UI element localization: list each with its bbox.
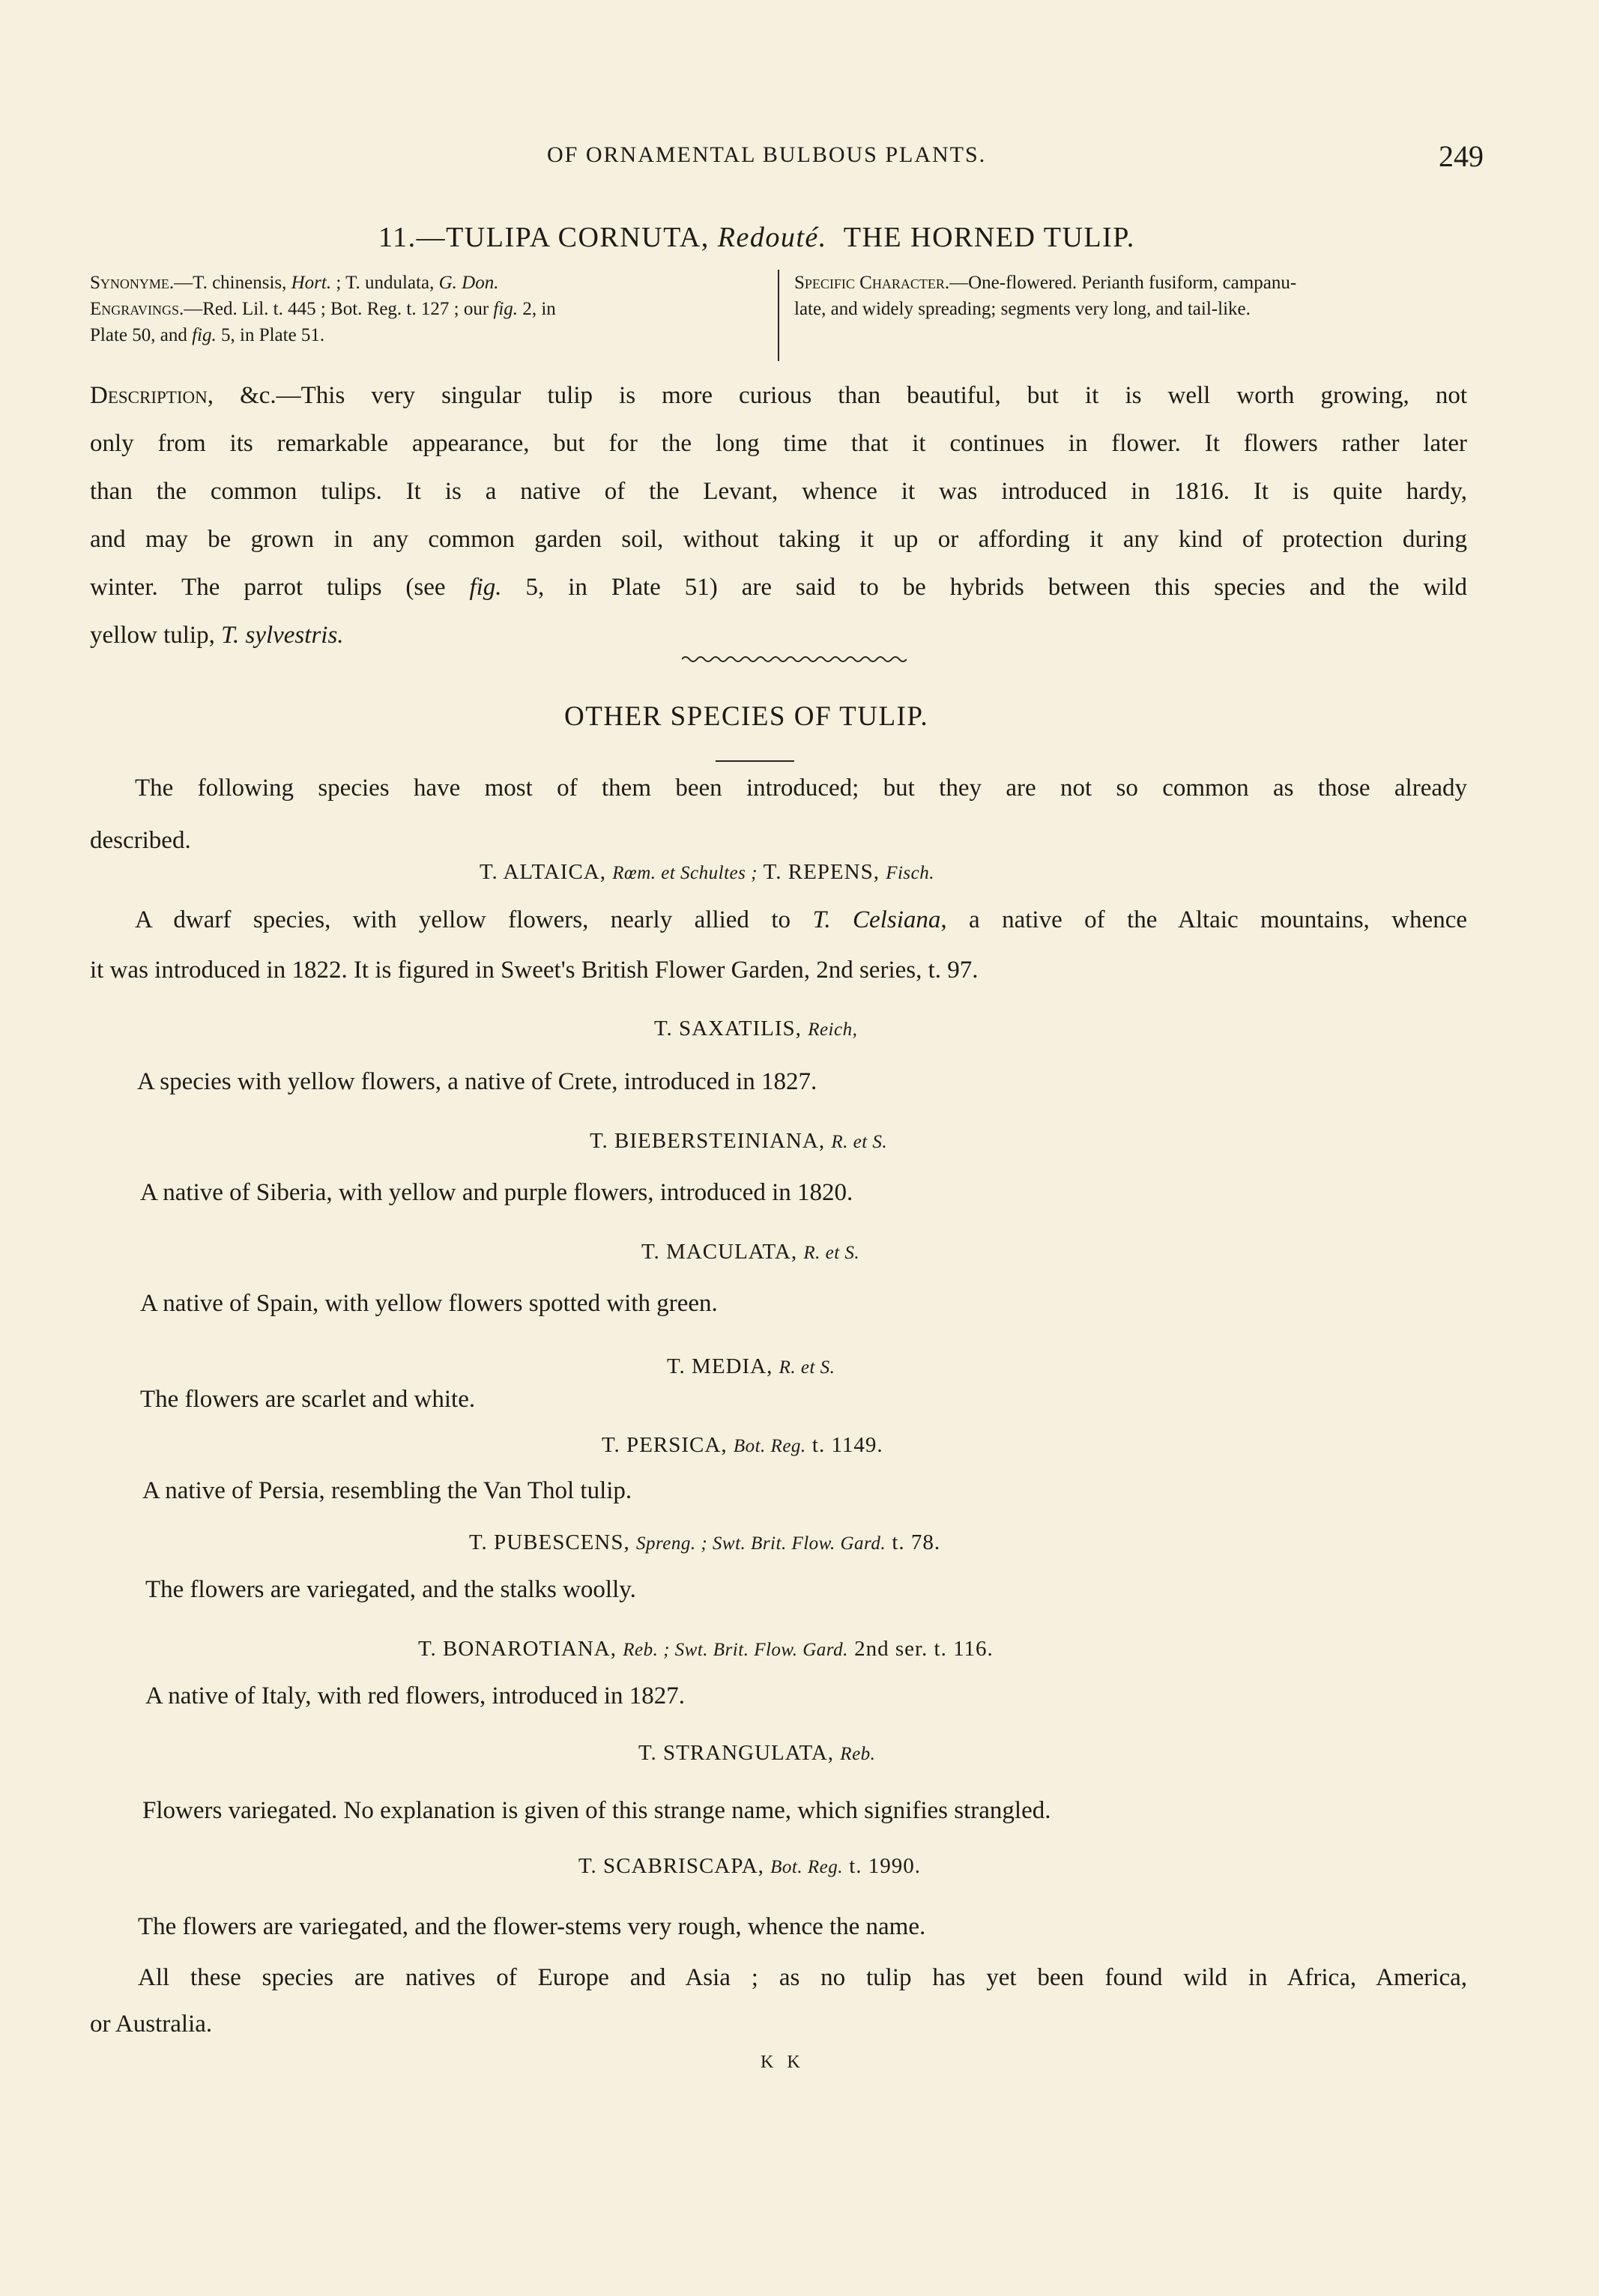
species-heading-media: [667, 1354, 835, 1379]
running-head: OF ORNAMENTAL BULBOUS PLANTS.: [547, 142, 987, 167]
species-heading-altaica: [480, 860, 934, 885]
species-desc-strangulata: Flowers variegated. No explanation is given of this strange name, which signifies strangled.: [142, 1797, 1051, 1824]
synonyme-italic-1: Hort.: [291, 273, 332, 293]
engravings-label: Engravings.: [90, 299, 184, 319]
synonyme-line: [90, 270, 764, 296]
species-heading-maculata: [641, 1240, 859, 1264]
species-authority: Reb. ; Swt. Brit. Flow. Gard.: [623, 1640, 848, 1660]
species-desc-maculata: A native of Spain, with yellow flowers spotted with green.: [140, 1290, 718, 1317]
article-title: [378, 221, 1135, 254]
species-heading-biebersteiniana: [590, 1129, 887, 1154]
species-desc-scabriscapa: The flowers are variegated, and the flower-stems very rough, whence the name.: [138, 1913, 926, 1940]
description-line-5-a: winter. The parrot tulips (see: [90, 574, 470, 601]
description-line-4: and may be grown in any common garden soil, without taking it up or affording it any kind of protection during: [90, 526, 1467, 553]
engravings-fig-1: fig.: [493, 299, 519, 319]
closing-line-1-wrap: [138, 1954, 1467, 2002]
species-heading-pubescens: [469, 1530, 940, 1555]
species-authority: Rœm. et Schultes ;: [612, 863, 758, 883]
species-desc-italic: T. Celsiana: [812, 906, 941, 933]
section-heading: OTHER SPECIES OF TULIP.: [564, 701, 929, 732]
species-authority: Reb.: [840, 1744, 876, 1764]
species-reference: t. 1990.: [843, 1854, 922, 1878]
description-line-5-b: 5, in Plate 51) are said to be hybrids between this species and the wild: [501, 574, 1467, 601]
description-line-1: [90, 372, 1467, 419]
species-reference: t. 1149.: [805, 1433, 883, 1457]
description-line-6-italic: T. sylvestris.: [221, 622, 344, 649]
specific-text-1: —One-flowered. Perianth fusiform, campanu-: [949, 273, 1297, 293]
article-latin-name: TULIPA CORNUTA,: [446, 222, 710, 253]
species-name: T. SAXATILIS,: [654, 1017, 802, 1041]
species-authority: Bot. Reg.: [733, 1436, 806, 1456]
intro-line-1: The following species have most of them been introduced; but they are not so common as those already: [135, 775, 1467, 802]
synonyme-text-2: ; T. undulata,: [331, 273, 439, 293]
article-authority: Redouté.: [717, 222, 827, 253]
species-heading-saxatilis: [654, 1017, 857, 1041]
page-number: 249: [1439, 139, 1484, 173]
signature-mark: K K: [761, 2053, 805, 2072]
species-name: T. SCABRISCAPA,: [578, 1854, 764, 1878]
species-desc-pubescens: The flowers are variegated, and the stalks woolly.: [145, 1576, 636, 1603]
synonyme-engravings-block: [90, 270, 764, 348]
species-name: T. MEDIA,: [667, 1354, 773, 1378]
description-line-5: [90, 563, 1467, 611]
species-desc-media: The flowers are scarlet and white.: [140, 1386, 476, 1413]
species-name: T. MACULATA,: [641, 1240, 798, 1264]
species-name: T. BONAROTIANA,: [418, 1637, 617, 1661]
synonyme-label: Synonyme.: [90, 273, 175, 293]
species-heading-strangulata: [638, 1741, 875, 1766]
description-label: Description: [90, 382, 208, 409]
species-name: T. PUBESCENS,: [469, 1530, 630, 1554]
species-desc-b: , a native of the Altaic mountains, whence: [940, 906, 1467, 933]
intro-line-1-wrap: [135, 764, 1467, 812]
description-line-5-fig: fig.: [469, 574, 502, 601]
species-authority: R. et S.: [779, 1357, 835, 1378]
closing-line-1: All these species are natives of Europe and Asia ; as no tulip has yet been found wild in Africa, America,: [138, 1964, 1467, 1991]
engravings-text-1: —Red. Lil. t. 445 ; Bot. Reg. t. 127 ; our: [184, 299, 494, 319]
column-divider: [778, 270, 779, 361]
species-name: T. ALTAICA,: [480, 860, 606, 884]
engravings-text-2: 2, in: [518, 299, 556, 319]
description-line-1-text: , &c.—This very singular tulip is more curious than beautiful, but it is well worth growing, not: [207, 382, 1467, 409]
species-name: T. STRANGULATA,: [638, 1741, 835, 1765]
article-common-name: THE HORNED TULIP.: [843, 222, 1135, 253]
description-line-6-a: yellow tulip,: [90, 622, 222, 649]
article-number: 11.—: [378, 222, 447, 253]
species-authority-2: Fisch.: [886, 863, 934, 883]
specific-line-1: [794, 270, 1491, 296]
species-desc-line: [135, 896, 1467, 944]
species-desc-a: A dwarf species, with yellow flowers, nearly allied to: [135, 906, 813, 933]
description-line-3: than the common tulips. It is a native of the Levant, whence it was introduced in 1816. It is quite hardy,: [90, 478, 1467, 505]
engravings-line-2: [90, 322, 764, 348]
species-desc-biebersteiniana: A native of Siberia, with yellow and purple flowers, introduced in 1820.: [140, 1179, 853, 1206]
species-desc-altaica-line-1: [135, 896, 1467, 944]
species-desc-persica: A native of Persia, resembling the Van Thol tulip.: [142, 1477, 632, 1504]
species-desc-bonarotiana: A native of Italy, with red flowers, introduced in 1827.: [145, 1682, 686, 1709]
specific-character-block: [794, 270, 1491, 322]
species-reference: 2nd ser. t. 116.: [847, 1637, 994, 1661]
species-desc-altaica-line-2: it was introduced in 1822. It is figured in Sweet's British Flower Garden, 2nd series, t. 97.: [90, 957, 979, 984]
species-desc-saxatilis: A species with yellow flowers, a native of Crete, introduced in 1827.: [137, 1068, 817, 1095]
species-name-2: T. REPENS,: [757, 860, 880, 884]
synonyme-text-1: —T. chinensis,: [174, 273, 291, 293]
description-paragraph: [90, 372, 1467, 659]
engravings-line2-a: Plate 50, and: [90, 325, 193, 345]
wavy-ornament-divider: [682, 652, 907, 667]
species-heading-scabriscapa: [578, 1854, 921, 1879]
specific-line-2: late, and widely spreading; segments very long, and tail-like.: [794, 299, 1251, 319]
species-reference: t. 78.: [886, 1530, 941, 1554]
engravings-line: [90, 296, 764, 322]
species-name: T. BIEBERSTEINIANA,: [590, 1129, 826, 1153]
specific-label: Specific Character.: [794, 273, 950, 293]
heading-rule: [716, 760, 794, 762]
engravings-line2-b: 5, in Plate 51.: [216, 325, 325, 345]
species-heading-persica: [602, 1433, 883, 1458]
species-heading-bonarotiana: [418, 1637, 994, 1662]
species-name: T. PERSICA,: [602, 1433, 728, 1457]
species-authority: Spreng. ; Swt. Brit. Flow. Gard.: [635, 1533, 886, 1554]
species-authority: Reich,: [808, 1020, 858, 1040]
engravings-fig-2: fig.: [192, 325, 217, 345]
description-line-2: only from its remarkable appearance, but for the long time that it continues in flower. It flowers rather later: [90, 430, 1467, 457]
closing-line-2: or Australia.: [90, 2011, 213, 2038]
synonyme-italic-2: G. Don.: [438, 273, 499, 293]
species-authority: Bot. Reg.: [770, 1857, 843, 1877]
species-authority: R. et S.: [831, 1132, 888, 1152]
intro-line-2: described.: [90, 827, 191, 854]
species-authority: R. et S.: [803, 1243, 860, 1263]
